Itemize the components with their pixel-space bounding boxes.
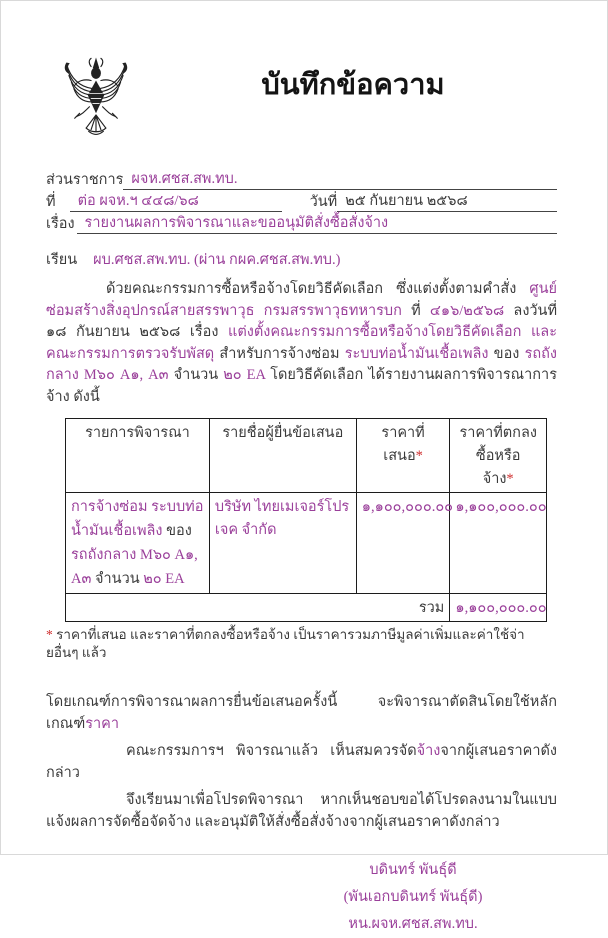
price-footnote: * ราคาที่เสนอ และราคาที่ตกลงซื้อหรือจ้าง เป็นราคารวมภาษีมูลค่าเพิ่มและค่าใช้จ่ายอื่นๆ แล้ว	[46, 627, 525, 660]
cell-item: การจ้างซ่อม ระบบท่อน้ำมันเชื้อเพลิง ของ รถถังกลาง M๖๐ A๑, A๓ จำนวน ๒๐ EA	[66, 493, 210, 594]
agreed-asterisk: *	[506, 471, 514, 487]
header-agreed: ราคาที่ตกลงซื้อหรือ จ้าง*	[450, 419, 547, 493]
header-bidder: รายชื่อผู้ยื่นข้อเสนอ	[209, 419, 356, 493]
closing-paragraph: จึงเรียนมาเพื่อโปรดพิจารณา หากเห็นชอบขอได้โปรดลงนามในแบบแจ้งผลการจัดซื้อจัดจ้าง และอนุมัติให้สั่งซื้อสั่งจ้างจากผู้เสนอราคาดังกล่าว	[46, 792, 557, 830]
cell-agreed-price: ๑,๑๐๐,๐๐๐.๐๐	[450, 493, 547, 594]
offered-asterisk: *	[415, 448, 423, 464]
signature-full-name: (พันเอกบดินทร์ พันธุ์ดี)	[343, 889, 483, 905]
cell-bidder: บริษัท ไทยเมเจอร์โปรเจค จำกัด	[209, 493, 356, 594]
date-label: วันที่	[309, 194, 338, 210]
signature-position: หน.ผจห.ศชส.สพ.ทบ.	[348, 916, 478, 932]
to-row	[46, 248, 557, 271]
signature-block	[313, 857, 513, 938]
committee-paragraph: คณะกรรมการฯ พิจารณาแล้ว เห็นสมควรจัดจ้างจากผู้เสนอราคาดังกล่าว	[46, 743, 557, 781]
total-label: รวม	[66, 594, 450, 622]
department-row	[46, 169, 557, 190]
signature-name: บดินทร์ พันธุ์ดี	[369, 862, 457, 878]
consideration-table	[65, 418, 547, 622]
header-item: รายการพิจารณา	[66, 419, 210, 493]
header-fields	[46, 169, 557, 234]
department-label: ส่วนราชการ	[46, 172, 124, 188]
number-value: ต่อ ผจห.ฯ ๔๔๘/๖๘	[70, 191, 282, 212]
number-label: ที่	[46, 194, 56, 210]
subject-row	[46, 213, 557, 234]
cell-offered-price: ๑,๑๐๐,๐๐๐.๐๐	[356, 493, 450, 594]
table-header-row	[66, 419, 547, 493]
page-title: บันทึกข้อความ	[261, 69, 445, 101]
criteria-paragraph: โดยเกณฑ์การพิจารณาผลการยื่นข้อเสนอครั้งนี้ จะพิจารณาตัดสินโดยใช้หลักเกณฑ์ราคา	[46, 694, 557, 732]
to-label: เรียน	[46, 252, 78, 268]
subject-label: เรื่อง	[46, 216, 75, 232]
date-value: ๒๕ กันยายน ๒๕๖๘	[337, 191, 557, 212]
to-value: ผบ.ศชส.สพ.ทบ. (ผ่าน กผค.ศชส.สพ.ทบ.)	[93, 252, 341, 268]
intro-paragraph: ด้วยคณะกรรมการซื้อหรือจ้างโดยวิธีคัดเลือก ซึ่งแต่งตั้งตามคำสั่ง ศูนย์ซ่อมสร้างสิ่งอุปกรณ์สายสรรพาวุธ กรมสรรพาวุธทหารบก ที่ ๔๑๖/๒๕๖๘ ลงวันที่ ๑๘ กันยายน ๒๕๖๘ เรื่อง แต่งตั้งคณะกรรมการซื้อหรือจ้างโดยวิธีคัดเลือก และคณะกรรมการตรวจรับพัสดุ สำหรับการจ้างซ่อม ระบบท่อน้ำมันเชื้อเพลิง ของ รถถังกลาง M๖๐ A๑, A๓ จำนวน ๒๐ EA โดยวิธีคัดเลือก ได้รายงานผลการพิจารณาการจ้าง ดังนี้	[46, 281, 558, 405]
table-row	[66, 493, 547, 594]
garuda-emblem-icon	[55, 53, 137, 149]
header-offered: ราคาที่เสนอ*	[356, 419, 450, 493]
document-header	[1, 1, 607, 161]
total-value: ๑,๑๐๐,๐๐๐.๐๐	[450, 594, 547, 622]
department-value: ผจห.ศชส.สพ.ทบ.	[123, 169, 557, 190]
subject-value: รายงานผลการพิจารณาและขออนุมัติสั่งซื้อสั่งจ้าง	[77, 213, 557, 234]
table-total-row	[66, 594, 547, 622]
number-date-row	[46, 191, 557, 212]
